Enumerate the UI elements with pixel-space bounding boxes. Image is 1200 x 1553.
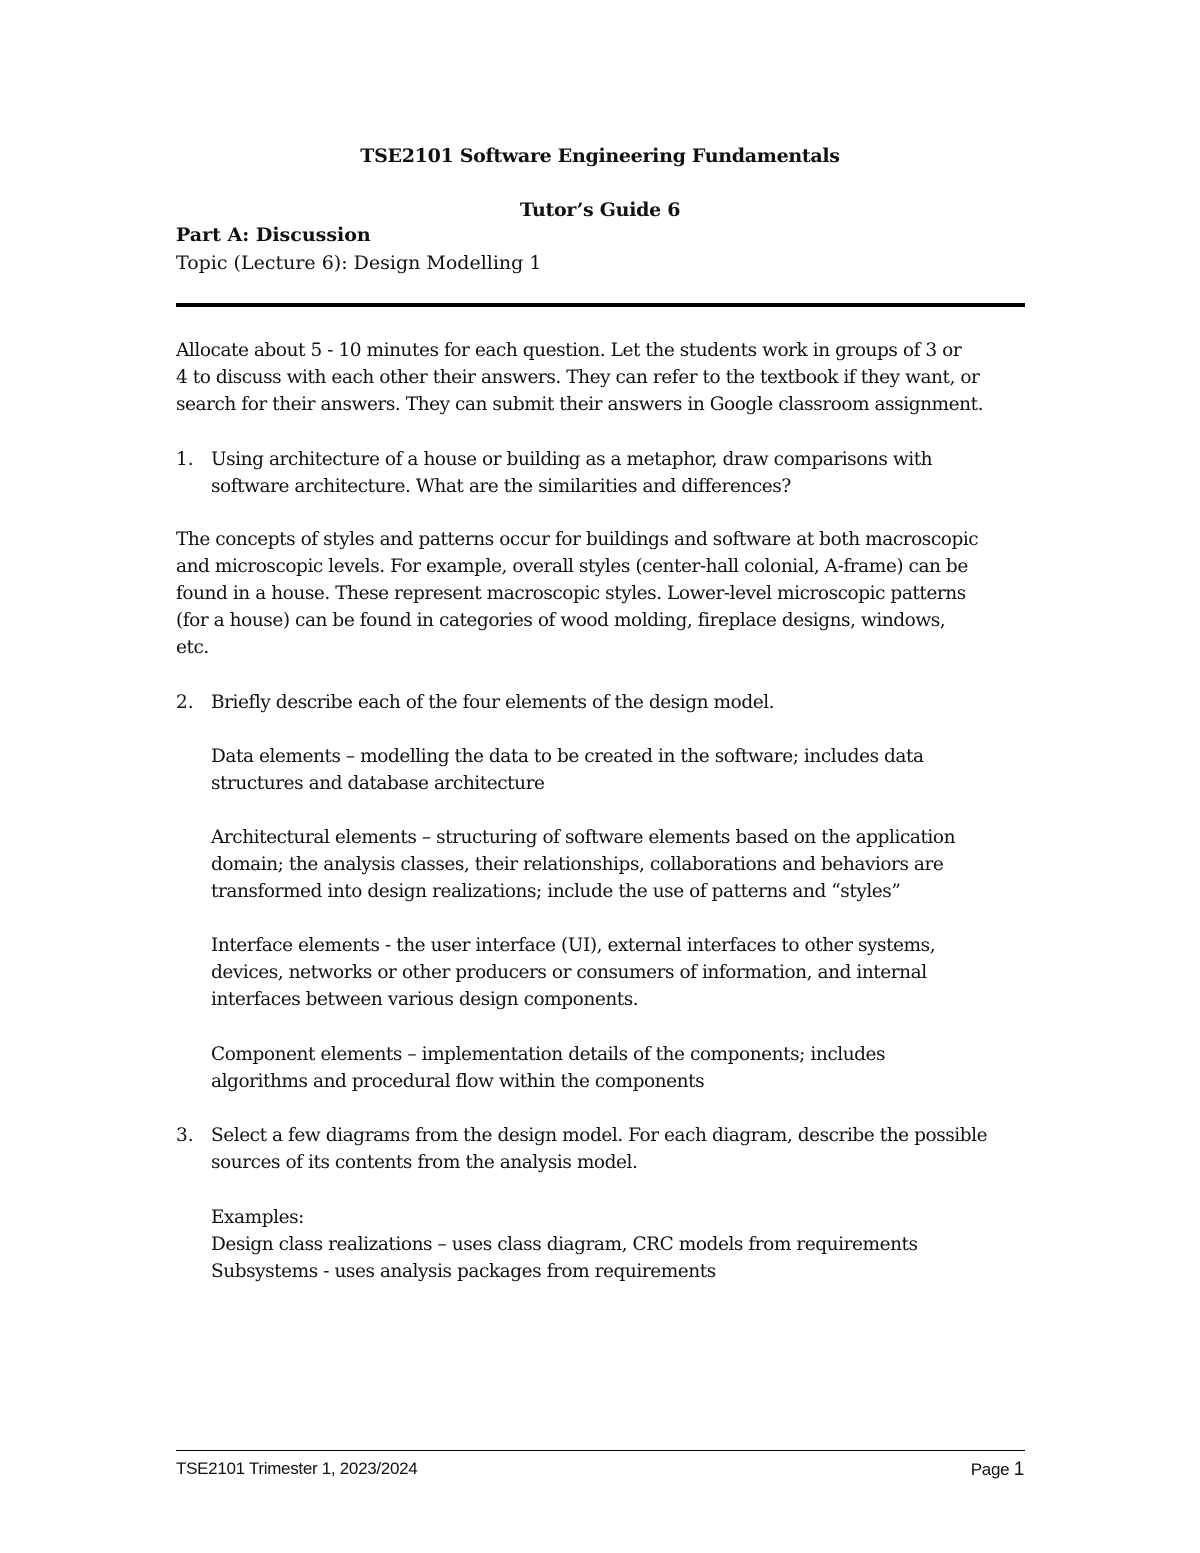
answer-line: (for a house) can be found in categories of wood molding, fireplace designs, windows, [176, 610, 946, 631]
question-line: Briefly describe each of the four elements of the design model. [211, 692, 775, 713]
answer-line: Interface elements - the user interface (UI), external interfaces to other systems, [211, 935, 936, 956]
question-2-text [211, 689, 1026, 716]
answer-line: etc. [176, 637, 209, 658]
footer-divider [176, 1450, 1025, 1451]
answer-line: devices, networks or other producers or consumers of information, and internal [211, 962, 927, 983]
answer-line: Data elements – modelling the data to be created in the software; includes data [211, 746, 924, 767]
answer-line: Architectural elements – structuring of software elements based on the application [211, 827, 956, 848]
header-divider [176, 303, 1025, 307]
data-elements-paragraph [211, 743, 1026, 797]
architectural-elements-paragraph [211, 824, 1026, 905]
question-3-text [211, 1122, 1026, 1176]
intro-line: search for their answers. They can submit their answers in Google classroom assignment. [176, 394, 984, 415]
guide-title: Tutor’s Guide 6 [519, 199, 681, 221]
component-elements-paragraph [211, 1041, 1026, 1095]
answer-line: algorithms and procedural flow within the components [211, 1071, 705, 1092]
question-line: Using architecture of a house or building as a metaphor, draw comparisons with [211, 449, 933, 470]
answer-line: interfaces between various design components. [211, 989, 639, 1010]
intro-line: Allocate about 5 - 10 minutes for each question. Let the students work in groups of 3 or [176, 340, 962, 361]
question-line: sources of its contents from the analysis model. [211, 1152, 638, 1173]
footer-page-indicator [971, 1459, 1024, 1481]
example-line: Examples: [211, 1207, 304, 1228]
question-number: 2. [176, 692, 194, 713]
topic-line: Topic (Lecture 6): Design Modelling 1 [176, 252, 542, 274]
answer-line: The concepts of styles and patterns occur for buildings and software at both macroscopic [176, 529, 979, 550]
course-title: TSE2101 Software Engineering Fundamentals [360, 145, 840, 167]
interface-elements-paragraph [211, 932, 1026, 1013]
answer-line: structures and database architecture [211, 773, 545, 794]
intro-line: 4 to discuss with each other their answers. They can refer to the textbook if they want, or [176, 367, 980, 388]
footer-course-term: TSE2101 Trimester 1, 2023/2024 [176, 1459, 418, 1478]
question-number: 3. [176, 1125, 194, 1146]
question-line: software architecture. What are the similarities and differences? [211, 476, 791, 497]
page-label: Page [970, 1460, 1010, 1479]
answer-line: and microscopic levels. For example, overall styles (center-hall colonial, A-frame) can be [176, 556, 968, 577]
example-line: Design class realizations – uses class diagram, CRC models from requirements [211, 1234, 918, 1255]
intro-paragraph [176, 337, 1028, 418]
answer-line: domain; the analysis classes, their relationships, collaborations and behaviors are [211, 854, 944, 875]
example-line: Subsystems - uses analysis packages from requirements [211, 1261, 716, 1282]
question-1-text [211, 446, 1026, 500]
question-line: Select a few diagrams from the design model. For each diagram, describe the possible [211, 1125, 988, 1146]
examples-paragraph [211, 1204, 1026, 1285]
answer-line: Component elements – implementation details of the components; includes [211, 1044, 886, 1065]
question-number: 1. [176, 449, 194, 470]
page-number: 1 [1013, 1459, 1024, 1480]
answer-line: found in a house. These represent macroscopic styles. Lower-level microscopic patterns [176, 583, 966, 604]
answer-line: transformed into design realizations; include the use of patterns and “styles” [211, 881, 901, 902]
answer-1-paragraph [176, 526, 1028, 661]
part-heading: Part A: Discussion [176, 224, 371, 246]
